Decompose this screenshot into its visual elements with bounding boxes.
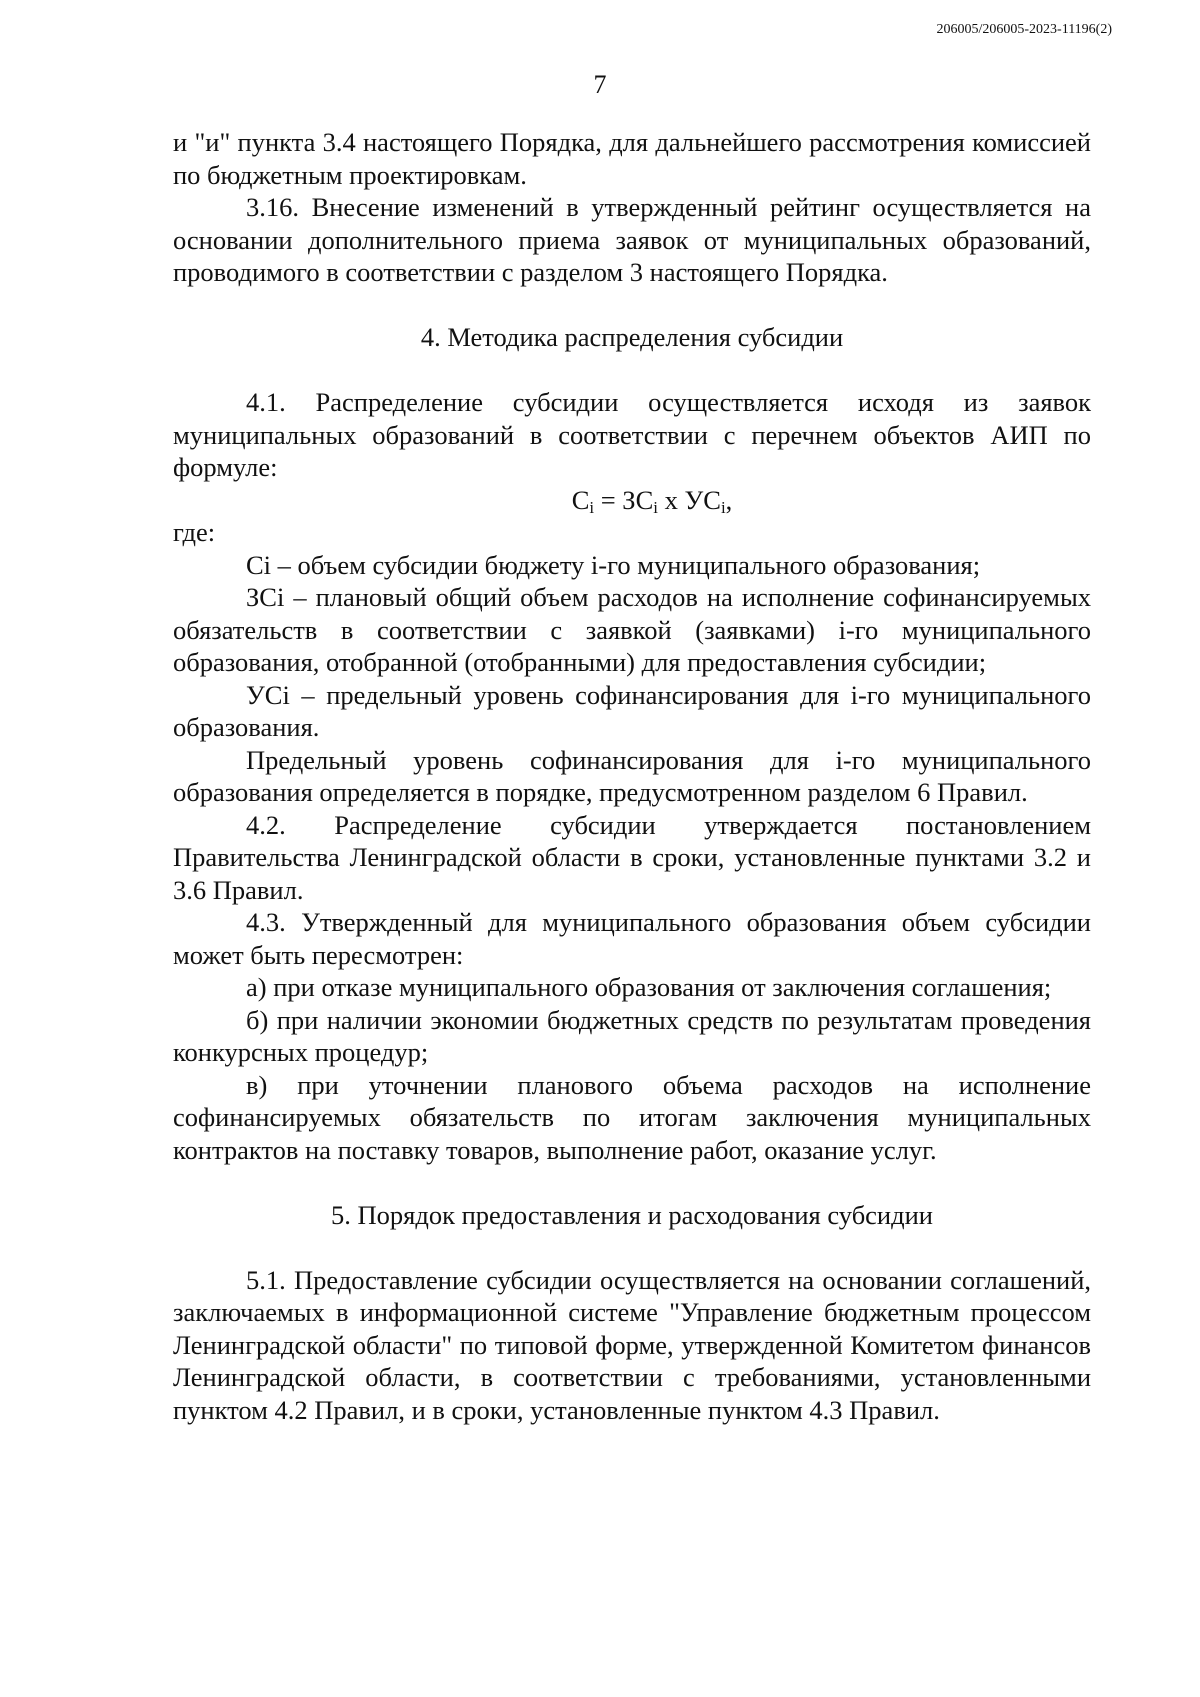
formula-rhs: х УC — [658, 484, 721, 515]
formula-lhs: C — [571, 484, 590, 515]
list-item-b: б) при наличии экономии бюджетных средств по результатам проведения конкурсных процедур; — [173, 1004, 1091, 1067]
list-item-v: в) при уточнении планового объема расходов на исполнение софинансируемых обязательств по итогам заключения муниципальных контрактов на поставку товаров, выполнение работ, оказание услуг. — [173, 1069, 1091, 1165]
definition-uci: УCi – предельный уровень софинансирования для i-го муниципального образования. — [173, 679, 1091, 742]
paragraph-cofinancing-limit: Предельный уровень софинансирования для i-го муниципального образования определяется в порядке, предусмотренном разделом 6 Правил. — [173, 744, 1091, 807]
definition-zci: ЗCi – плановый общий объем расходов на исполнение софинансируемых обязательств в соответствии с заявкой (заявками) i-го муниципального образования, отобранной (отобранными) для предоставления субсидии; — [173, 582, 1091, 677]
formula-mid-sub: i — [653, 497, 658, 517]
paragraph-continuation: и "и" пункта 3.4 настоящего Порядка, для дальнейшего рассмотрения комиссией по бюджетным проектировкам. — [173, 127, 1091, 190]
document-body — [173, 126, 1091, 1426]
paragraph-3-16: 3.16. Внесение изменений в утвержденный рейтинг осуществляется на основании дополнительного приема заявок от муниципальных образований, проводимого в соответствии с разделом 3 настоящего Порядка. — [173, 192, 1091, 287]
formula-lhs-sub: i — [589, 497, 595, 517]
definition-ci: Ci – объем субсидии бюджету i-го муниципального образования; — [246, 549, 981, 580]
document-id: 206005/206005-2023-11196(2) — [936, 22, 1112, 37]
paragraph-4-3: 4.3. Утвержденный для муниципального образования объем субсидии может быть пересмотрен: — [173, 907, 1091, 970]
subsidy-formula — [173, 484, 1091, 517]
list-item-a: а) при отказе муниципального образования от заключения соглашения; — [246, 972, 1052, 1002]
page-number: 7 — [593, 70, 607, 99]
section-5-heading: 5. Порядок предоставления и расходования субсидии — [331, 1199, 933, 1230]
formula-rhs-sub: i — [720, 497, 726, 517]
section-4-heading: 4. Методика распределения субсидии — [420, 322, 844, 352]
formula-mid: = ЗC — [594, 484, 654, 515]
formula-tail: , — [725, 484, 733, 515]
paragraph-4-2: 4.2. Распределение субсидии утверждается постановлением Правительства Ленинградской области в сроки, установленные пунктами 3.2 и 3.6 Правил. — [173, 809, 1091, 905]
where-label: где: — [173, 517, 216, 547]
paragraph-4-1: 4.1. Распределение субсидии осуществляется исходя из заявок муниципальных образований в соответствии с перечнем объектов АИП по формуле: — [173, 387, 1091, 482]
paragraph-5-1: 5.1. Предоставление субсидии осуществляется на основании соглашений, заключаемых в информационной системе "Управление бюджетным процессом Ленинградской области" по типовой форме, утвержденной Комитетом финансов Ленинградской области, в соответствии с требованиями, установленными пунктом 4.2 Правил, и в сроки, установленные пунктом 4.3 Правил. — [173, 1264, 1091, 1425]
